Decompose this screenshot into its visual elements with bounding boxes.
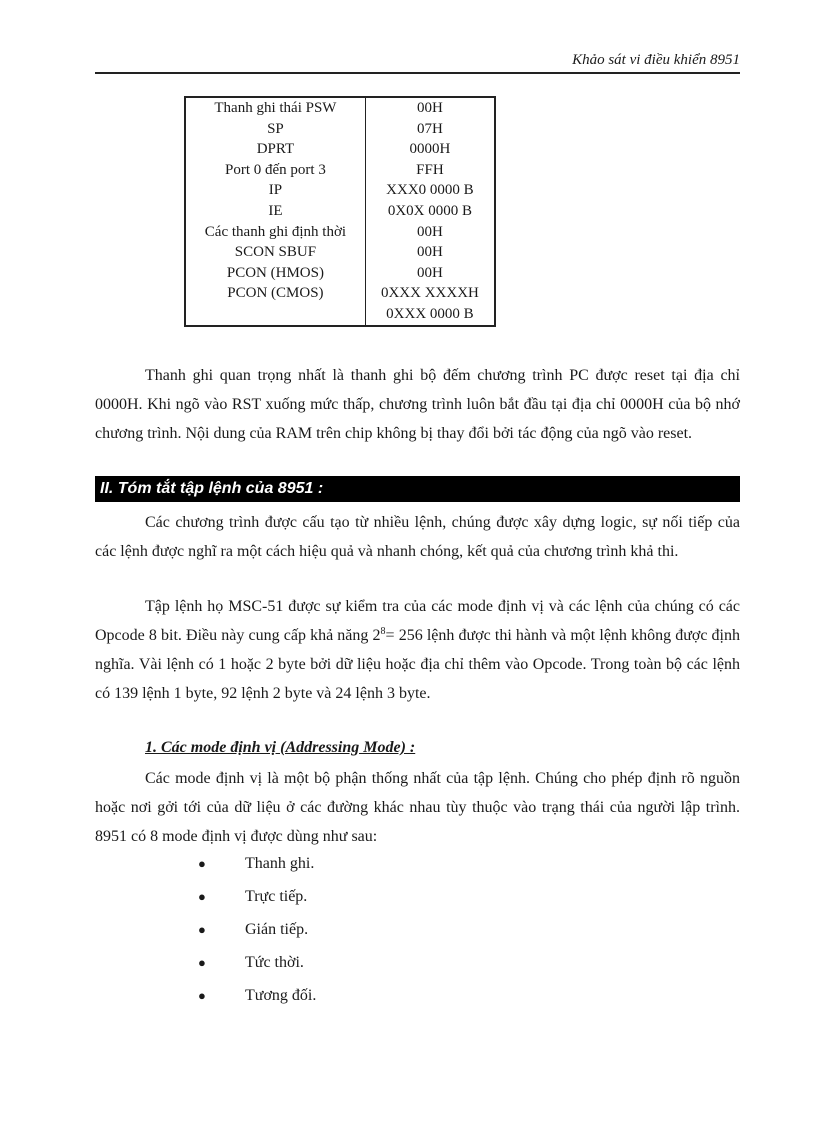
page-header: Khảo sát vi điều khiển 8951 — [572, 52, 740, 68]
table-row — [185, 283, 495, 304]
paragraph-reset-pc: Thanh ghi quan trọng nhất là thanh ghi bộ đếm chương trình PC được reset tại địa chỉ 0000H. Khi ngõ vào RST xuống mức thấp, chương trình luôn bắt đầu tại địa chỉ 0000H của bộ nhớ chương trình. Nội dung của RAM trên chip không bị thay đổi bởi tác động của ngõ vào reset. — [95, 367, 740, 442]
register-name-cell: Các thanh ghi định thời — [185, 222, 365, 243]
register-name-cell: SP — [185, 119, 365, 140]
reset-value-cell: 00H — [417, 100, 443, 116]
reset-value-cell: XXX0 0000 B — [386, 182, 474, 199]
table-row — [185, 222, 495, 243]
register-name-cell: SCON SBUF — [185, 242, 365, 263]
list-item — [195, 917, 595, 950]
register-name-cell — [185, 304, 365, 326]
reset-value-cell: 00H — [417, 223, 443, 240]
list-item-label: Tức thời. — [245, 954, 304, 971]
bullet-icon: ● — [198, 856, 206, 871]
bullet-icon: ● — [198, 922, 206, 937]
register-name-cell: Port 0 đến port 3 — [185, 160, 365, 181]
addressing-mode-list — [195, 851, 595, 1016]
instruction-set-text-1: Tập lệnh họ MSC-51 được sự kiểm tra của các mode định vị và các lệnh của chúng có các Opcode 8 bit. Điều này cung cấp khả năng 2 — [95, 598, 740, 644]
register-name-cell: IE — [185, 201, 365, 222]
register-name-cell: PCON (CMOS) — [185, 283, 365, 304]
reset-value-cell: 0XXX 0000 B — [386, 305, 474, 322]
table-row — [185, 180, 495, 201]
list-item — [195, 851, 595, 884]
table-row — [185, 119, 495, 140]
table-row — [185, 263, 495, 284]
reset-value-cell: 0XXX XXXXH — [380, 285, 479, 302]
list-item-label: Tương đối. — [245, 987, 317, 1004]
table-row — [185, 160, 495, 181]
subsection-heading: 1. Các mode định vị (Addressing Mode) : — [145, 739, 416, 756]
bullet-icon: ● — [198, 889, 206, 904]
table-row — [185, 97, 495, 119]
table-row — [185, 304, 495, 326]
reset-value-cell: 00H — [417, 264, 443, 281]
list-item — [195, 983, 595, 1016]
table-row — [185, 242, 495, 263]
paragraph-addressing-modes: Các mode định vị là một bộ phận thống nhất của tập lệnh. Chúng cho phép định rõ nguồn hoặc nơi gởi tới của dữ liệu ở các đường khác nhau tùy thuộc vào trạng thái của người lập trình. 8951 có 8 mode định vị được dùng như sau: — [95, 770, 740, 845]
paragraph-programs: Các chương trình được cấu tạo từ nhiều lệnh, chúng được xây dựng logic, sự nối tiếp của các lệnh được nghĩ ra một cách hiệu quả và nhanh chóng, kết quả của chương trình khả thi. — [95, 514, 740, 560]
table-row — [185, 139, 495, 160]
header-rule — [95, 72, 740, 74]
section-heading: II. Tóm tắt tập lệnh của 8951 : — [95, 476, 740, 502]
register-name-cell: Thanh ghi thái PSW — [185, 97, 365, 119]
reset-value-cell: 0000H — [409, 141, 451, 158]
register-name-cell: DPRT — [185, 139, 365, 160]
instruction-set-text-2: = 256 lệnh được thi hành và một lệnh không được định nghĩa. Vài lệnh có 1 hoặc 2 byte bởi dữ liệu hoặc địa chỉ thêm vào Opcode. Trong toàn bộ các lệnh có 139 lệnh 1 byte, 92 lệnh 2 byte và 24 lệnh 3 byte. — [95, 627, 741, 702]
register-name-cell: IP — [185, 180, 365, 201]
bullet-icon: ● — [198, 988, 206, 1003]
list-item — [195, 884, 595, 917]
list-item-label: Trực tiếp. — [245, 888, 308, 905]
paragraph-instruction-set — [95, 592, 740, 708]
list-item — [195, 950, 595, 983]
table-row — [185, 201, 495, 222]
reset-value-cell: FFH — [416, 161, 444, 178]
list-item-label: Thanh ghi. — [245, 855, 315, 872]
exponent: 8 — [380, 626, 386, 637]
reset-values-table — [184, 96, 496, 327]
reset-value-cell: 0X0X 0000 B — [387, 202, 472, 219]
list-item-label: Gián tiếp. — [245, 921, 309, 938]
bullet-icon: ● — [198, 955, 206, 970]
reset-value-cell: 00H — [417, 244, 443, 261]
register-name-cell: PCON (HMOS) — [185, 263, 365, 284]
reset-value-cell: 07H — [417, 120, 443, 137]
